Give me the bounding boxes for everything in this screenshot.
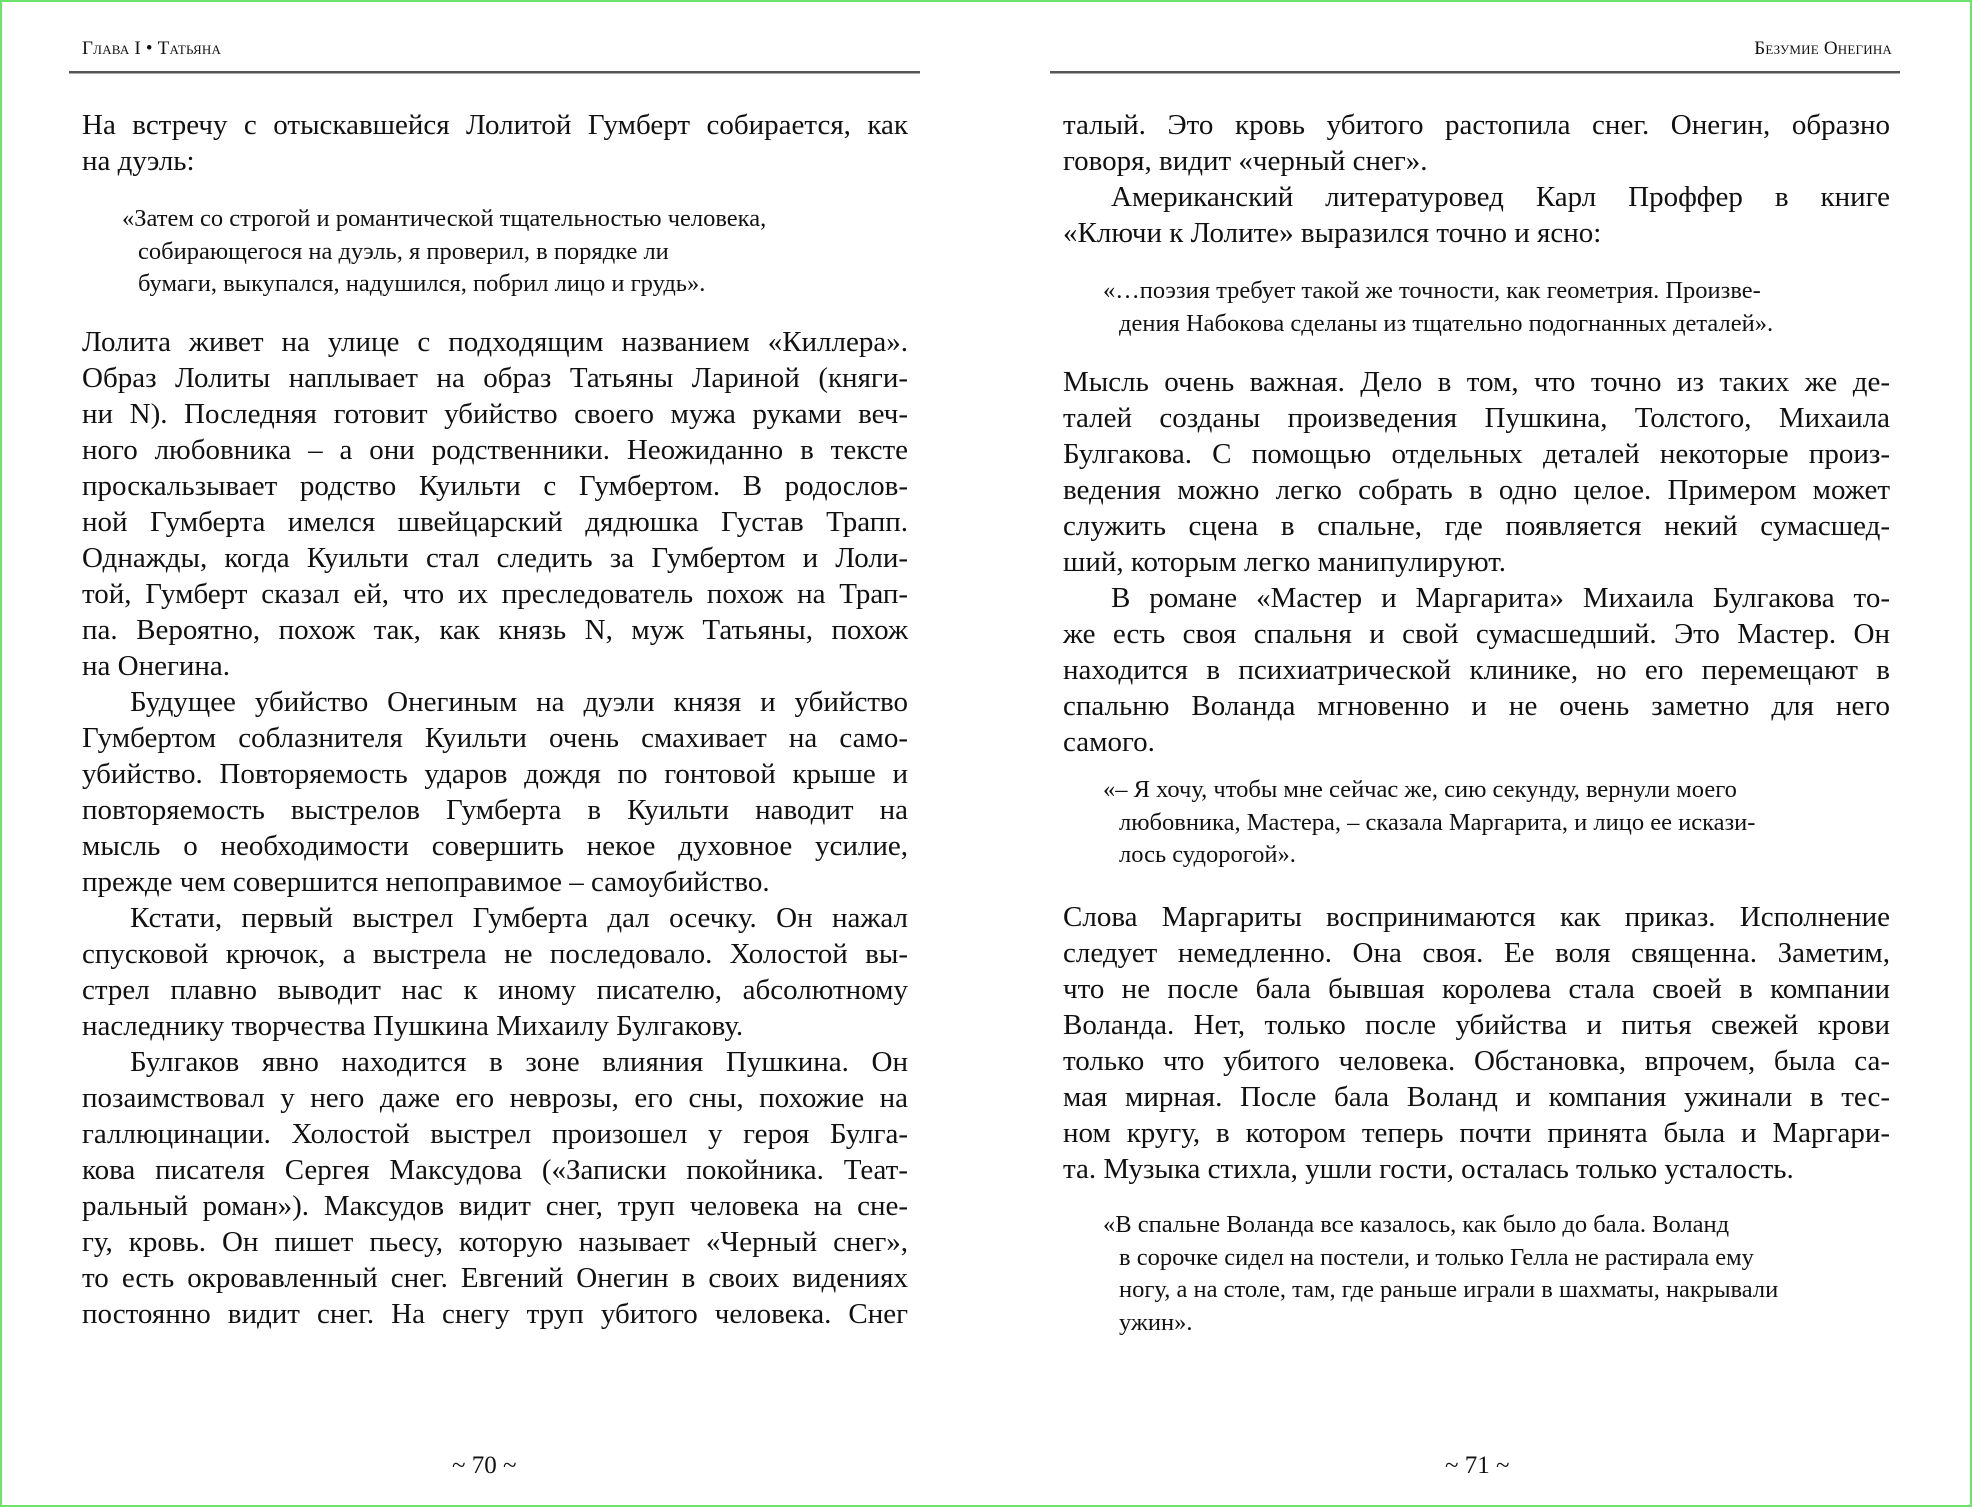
text-line: Однажды, когда Куильти стал следить за Гумбертом и Лоли- <box>82 542 908 574</box>
text-line: Мысль очень важная. Дело в том, что точно из таких же де- <box>1063 366 1890 398</box>
paragraph <box>1063 364 1890 580</box>
text-line: ший, которым легко манипулируют. <box>1063 546 1507 578</box>
text-line: кова писателя Сергея Максудова («Записки покойника. Теат- <box>82 1154 908 1186</box>
text-line: говоря, видит «черный снег». <box>1063 145 1428 177</box>
running-header-left: Глава I • Татьяна <box>82 38 222 59</box>
paragraph <box>82 684 908 900</box>
text-line: Слова Маргариты воспринимаются как приказ. Исполнение <box>1063 901 1890 933</box>
paragraph <box>1063 580 1890 760</box>
text-line: па. Вероятно, похож так, как князь N, муж Татьяны, похож <box>82 614 908 646</box>
text-line: что не после бала бывшая королева стала своей в компании <box>1063 973 1890 1005</box>
text-line: позаимствовал у него даже его неврозы, его сны, похожие на <box>82 1082 908 1114</box>
text-line: мая мирная. После бала Воланд и компания ужинали в тес- <box>1063 1081 1890 1113</box>
text-line: Образ Лолиты наплывает на образ Татьяны Лариной (княги- <box>82 362 908 394</box>
header-rule <box>1050 71 1900 74</box>
text-line: «– Я хочу, чтобы мне сейчас же, сию секунду, вернули моего <box>1103 776 1737 803</box>
text-line: ужин». <box>1119 1308 1193 1336</box>
text-line: ной Гумберта имелся швейцарский дядюшка Густав Трапп. <box>82 506 908 538</box>
text-line: «Затем со строгой и романтической тщательностью человека, <box>122 205 767 232</box>
text-line: наследнику творчества Пушкина Михаилу Булгакову. <box>82 1010 744 1042</box>
text-line: Будущее убийство Онегиным на дуэли князя и убийство <box>130 686 908 718</box>
text-line: стрел плавно выводит нас к иному писателю, абсолютному <box>82 974 908 1006</box>
text-line: Воланда. Нет, только после убийства и питья свежей крови <box>1063 1009 1890 1041</box>
text-line: ном кругу, в котором теперь почти принята была и Маргари- <box>1063 1117 1890 1149</box>
text-line: лось судорогой». <box>1119 841 1296 868</box>
running-header-right: Безумие Онегина <box>1754 38 1892 59</box>
text-line: Булгаков явно находится в зоне влияния Пушкина. Он <box>130 1046 908 1078</box>
text-line: служить сцена в спальне, где появляется некий сумасшед- <box>1063 510 1890 542</box>
text-line: талей созданы произведения Пушкина, Толстого, Михаила <box>1063 402 1890 434</box>
paragraph <box>1063 899 1890 1187</box>
block-quote <box>1063 1209 1930 1339</box>
block-quote <box>82 203 948 301</box>
header-rule <box>69 71 920 74</box>
text-line: мысль о необходимости совершить некое духовное усилие, <box>82 830 908 862</box>
block-quote <box>1063 774 1930 872</box>
text-line: ральный роман»). Максудов видит снег, труп человека на сне- <box>82 1190 908 1222</box>
text-line: талый. Это кровь убитого растопила снег. Онегин, образно <box>1063 109 1890 141</box>
page-number: ~ 71 ~ <box>1445 1452 1510 1479</box>
text-line: на Онегина. <box>82 650 231 682</box>
block-quote <box>1063 275 1930 340</box>
text-line: следует немедленно. Она своя. Ее воля священна. Заметим, <box>1063 937 1890 969</box>
text-line: той, Гумберт сказал ей, что их преследователь похож на Трап- <box>82 578 908 610</box>
page-number: ~ 70 ~ <box>452 1452 517 1479</box>
text-line: ни N). Последняя готовит убийство своего мужа руками веч- <box>82 398 908 430</box>
text-line: ведения можно легко собрать в одно целое. Примером может <box>1063 474 1890 506</box>
text-line: В романе «Мастер и Маргарита» Михаила Булгакова то- <box>1111 582 1890 614</box>
text-line: бумаги, выкупался, надушился, побрил лицо и грудь». <box>138 270 706 297</box>
text-line: ного любовника – а они родственники. Неожиданно в тексте <box>82 434 908 466</box>
text-line: Лолита живет на улице с подходящим названием «Киллера». <box>82 326 908 358</box>
text-line: прежде чем совершится непоправимое – самоубийство. <box>82 866 770 898</box>
text-line: спусковой крючок, а выстрела не последовало. Холостой вы- <box>82 938 908 970</box>
text-line: находится в психиатрической клинике, но его перемещают в <box>1063 654 1890 686</box>
text-line: то есть окровавленный снег. Евгений Онегин в своих видениях <box>82 1262 908 1294</box>
text-line: «Ключи к Лолите» выразился точно и ясно: <box>1063 217 1602 249</box>
text-line: убийство. Повторяемость ударов дождя по гонтовой крыше и <box>82 758 908 790</box>
paragraph <box>82 324 908 684</box>
paragraph <box>82 1044 908 1332</box>
text-line: «…поэзия требует такой же точности, как геометрия. Произве- <box>1103 277 1761 304</box>
paragraph <box>82 900 908 1044</box>
text-line: Булгакова. С помощью отдельных деталей некоторые произ- <box>1063 438 1890 470</box>
text-line: Кстати, первый выстрел Гумберта дал осечку. Он нажал <box>130 902 908 934</box>
text-line: галлюцинации. Холостой выстрел произошел у героя Булга- <box>82 1118 908 1150</box>
paragraph <box>82 107 908 179</box>
text-line: «В спальне Воланда все казалось, как было до бала. Воланд <box>1103 1211 1730 1238</box>
text-line: любовника, Мастера, – сказала Маргарита, и лицо ее искази- <box>1119 808 1756 836</box>
text-line: ногу, а на столе, там, где раньше играли в шахматы, накрывали <box>1119 1276 1779 1303</box>
text-line: дения Набокова сделаны из тщательно подогнанных деталей». <box>1119 309 1774 337</box>
text-line: только что убитого человека. Обстановка, впрочем, была са- <box>1063 1045 1890 1077</box>
text-line: спальню Воланда мгновенно и не очень заметно для него <box>1063 690 1890 722</box>
text-line: та. Музыка стихла, ушли гости, осталась только усталость. <box>1063 1153 1794 1185</box>
text-line: в сорочке сидел на постели, и только Гелла не растирала ему <box>1119 1243 1754 1271</box>
text-line: Американский литературовед Карл Проффер в книге <box>1111 181 1890 213</box>
text-line: проскальзывает родство Куильти с Гумбертом. В родослов- <box>82 470 908 502</box>
text-line: гу, кровь. Он пишет пьесу, которую называет «Черный снег», <box>82 1226 908 1258</box>
text-line: постоянно видит снег. На снегу труп убитого человека. Снег <box>82 1298 908 1330</box>
text-line: повторяемость выстрелов Гумберта в Куильти наводит на <box>82 794 908 826</box>
text-line: же есть своя спальня и свой сумасшедший. Это Мастер. Он <box>1063 618 1890 650</box>
text-line: собирающегося на дуэль, я проверил, в порядке ли <box>138 237 669 265</box>
paragraph <box>1063 179 1890 251</box>
text-line: на дуэль: <box>82 145 195 177</box>
paragraph <box>1063 107 1890 179</box>
text-line: Гумбертом соблазнителя Куильти очень смахивает на само- <box>82 722 908 754</box>
text-line: На встречу с отыскавшейся Лолитой Гумберт собирается, как <box>82 109 908 141</box>
text-line: самого. <box>1063 726 1155 758</box>
